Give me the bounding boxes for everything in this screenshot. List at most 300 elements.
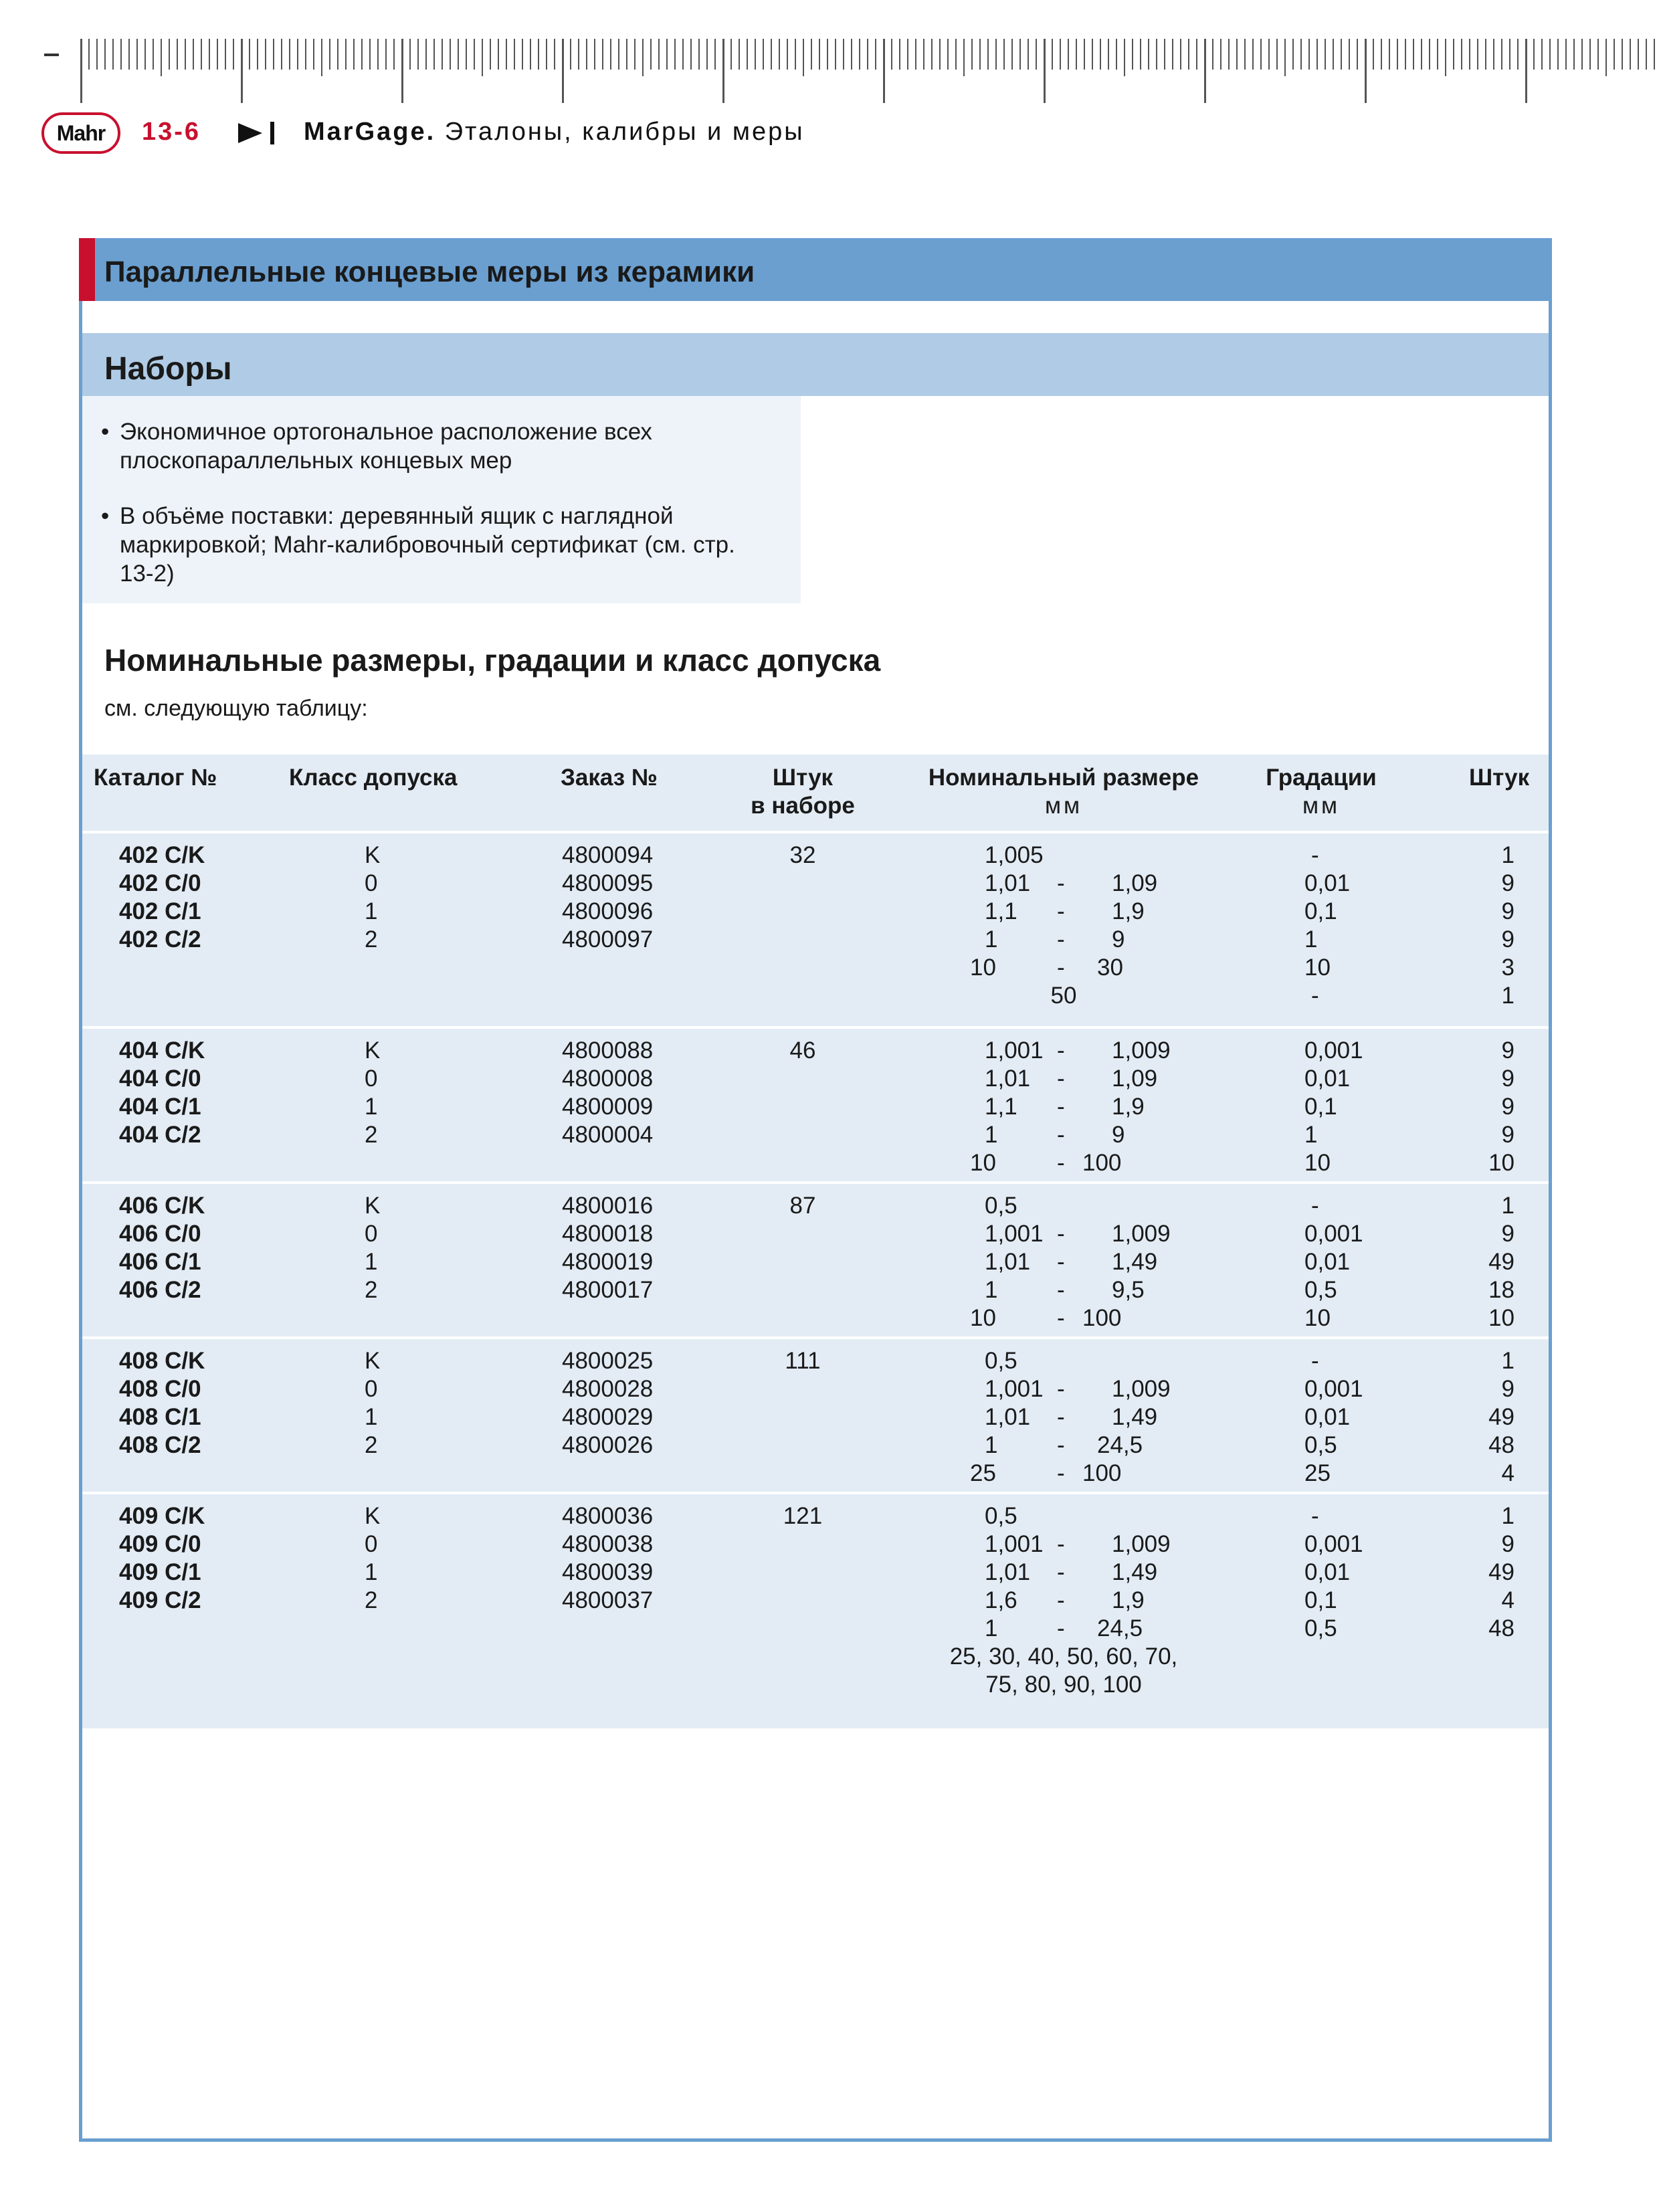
class-cell: 2: [365, 1122, 378, 1148]
ruler-dash: [44, 54, 59, 56]
ruler-tick: [1413, 39, 1414, 70]
ruler-tick: [305, 39, 306, 70]
count-cell: 9: [1501, 870, 1515, 896]
grad-cell: 0,001: [1304, 1376, 1363, 1402]
ruler-tick: [273, 39, 274, 70]
size-dash-cell: -: [1057, 1587, 1065, 1613]
order-cell: 4800009: [562, 1094, 654, 1120]
ruler-tick: [1164, 39, 1165, 70]
ruler-tick: [1549, 39, 1551, 70]
ruler-tick: [1421, 39, 1422, 70]
ruler-tick: [88, 39, 90, 70]
count-cell: 9: [1501, 926, 1515, 952]
ruler-tick: [1188, 39, 1189, 70]
count-cell: 9: [1501, 1037, 1515, 1064]
header-set-count-line1: Штук: [772, 765, 834, 791]
size-from-cell: 1,1: [985, 1094, 1017, 1120]
grad-cell: 0,001: [1304, 1037, 1363, 1064]
count-cell: 3: [1501, 954, 1515, 981]
ruler-tick: [474, 39, 475, 70]
ruler-tick: [104, 39, 106, 70]
ruler-tick: [939, 39, 941, 70]
table-divider: [82, 1492, 1549, 1494]
ruler-tick: [642, 39, 644, 76]
catalog-cell: 406 C/K: [119, 1193, 205, 1219]
ruler-tick: [1019, 39, 1021, 70]
catalog-cell: 406 C/0: [119, 1221, 201, 1247]
ruler-tick: [161, 39, 162, 76]
ruler-tick: [1646, 39, 1647, 70]
grad-cell: -: [1311, 1193, 1319, 1219]
ruler-tick: [899, 39, 900, 70]
ruler-tick: [1003, 39, 1005, 70]
ruler-tick: [514, 39, 515, 70]
class-cell: 1: [365, 1249, 378, 1275]
ruler-tick: [883, 39, 885, 103]
catalog-cell: 402 C/1: [119, 898, 201, 924]
ruler-tick: [144, 39, 146, 70]
ruler-tick: [1373, 39, 1374, 70]
ruler-tick: [1389, 39, 1390, 70]
catalog-cell: 408 C/0: [119, 1376, 201, 1402]
size-to-cell: 1,009: [1112, 1376, 1171, 1402]
count-cell: 9: [1501, 1066, 1515, 1092]
size-dash-cell: -: [1057, 1404, 1065, 1430]
grad-cell: 0,001: [1304, 1221, 1363, 1247]
ruler-tick: [650, 39, 652, 70]
size-dash-cell: -: [1057, 1559, 1065, 1585]
header-set-count: [722, 764, 883, 820]
grad-cell: -: [1311, 842, 1319, 868]
class-cell: 0: [365, 1531, 378, 1557]
grad-cell: 1: [1304, 926, 1318, 952]
size-to-cell: 30: [1097, 954, 1123, 981]
ruler-tick: [361, 39, 363, 70]
ruler-tick: [1316, 39, 1318, 70]
ruler-tick: [506, 39, 507, 70]
header-nominal-unit: мм: [1044, 793, 1083, 819]
size-dash-cell: -: [1057, 1376, 1065, 1402]
count-cell: 10: [1488, 1150, 1515, 1176]
size-from-cell: 25: [970, 1460, 996, 1486]
size-from-cell: 1,001: [985, 1531, 1044, 1557]
ruler-tick: [618, 39, 619, 70]
ruler-tick: [1517, 39, 1519, 70]
size-dash-cell: -: [1057, 954, 1065, 981]
ruler-tick: [169, 39, 170, 70]
title-accent: [79, 238, 95, 301]
ruler-tick: [1397, 39, 1398, 70]
size-dash-cell: -: [1057, 1066, 1065, 1092]
breadcrumb: [304, 118, 805, 146]
ruler-tick: [466, 39, 467, 70]
ruler-tick: [1011, 39, 1013, 70]
grad-cell: 0,5: [1304, 1277, 1337, 1303]
ruler-tick: [1308, 39, 1310, 70]
ruler-tick: [450, 39, 451, 70]
order-cell: 4800037: [562, 1587, 654, 1613]
catalog-cell: 408 C/K: [119, 1348, 205, 1374]
catalog-cell: 409 C/K: [119, 1503, 205, 1529]
count-cell: 9: [1501, 1122, 1515, 1148]
grad-cell: -: [1311, 1348, 1319, 1374]
ruler-tick: [602, 39, 603, 70]
logo-text: Mahr: [56, 120, 106, 145]
grad-cell: -: [1311, 1503, 1319, 1529]
ruler-tick: [1325, 39, 1326, 70]
ruler-tick: [209, 39, 210, 70]
table-divider: [82, 831, 1549, 833]
class-cell: 0: [365, 870, 378, 896]
bullet-line: В объёме поставки: деревянный ящик с наглядной: [120, 503, 674, 529]
ruler-tick: [1469, 39, 1470, 70]
ruler-tick: [353, 39, 355, 70]
count-cell: 1: [1501, 1503, 1515, 1529]
ruler-tick: [538, 39, 539, 70]
ruler-tick: [626, 39, 627, 70]
ruler-tick: [578, 39, 579, 70]
size-to-cell: 1,9: [1112, 1094, 1145, 1120]
ruler-ticks: [79, 35, 1658, 108]
ruler-tick: [1453, 39, 1454, 70]
size-to-cell: 9: [1112, 1122, 1125, 1148]
play-arrow-icon: [238, 123, 262, 143]
ruler-tick: [1605, 39, 1607, 76]
ruler-tick: [963, 39, 965, 76]
set-count-cell: 46: [789, 1037, 816, 1064]
ruler-tick: [570, 39, 571, 70]
count-cell: 9: [1501, 1531, 1515, 1557]
size-dash-cell: -: [1057, 1305, 1065, 1331]
ruler-tick: [1236, 39, 1238, 70]
size-from-cell: 10: [970, 1150, 996, 1176]
ruler-tick: [1638, 39, 1639, 70]
ruler-tick: [739, 39, 740, 70]
catalog-cell: 404 C/1: [119, 1094, 201, 1120]
section-name: Эталоны, калибры и меры: [435, 118, 805, 146]
ruler-tick: [714, 39, 716, 70]
catalog-cell: 406 C/1: [119, 1249, 201, 1275]
size-from-cell: 1,1: [985, 898, 1017, 924]
bullet-list: [82, 396, 801, 603]
ruler-tick: [1140, 39, 1141, 70]
ruler-tick: [947, 39, 949, 70]
ruler-tick: [233, 39, 234, 70]
class-cell: 1: [365, 898, 378, 924]
order-cell: 4800038: [562, 1531, 654, 1557]
ruler-tick: [1533, 39, 1535, 70]
size-to-cell: 1,49: [1112, 1404, 1158, 1430]
ruler-tick: [1429, 39, 1430, 70]
ruler-tick: [554, 39, 555, 70]
catalog-cell: 404 C/K: [119, 1037, 205, 1064]
ruler-tick: [755, 39, 756, 70]
section-subtitle: см. следующую таблицу:: [104, 696, 368, 721]
ruler-tick: [562, 39, 564, 103]
size-from-cell: 1,01: [985, 1249, 1031, 1275]
size-dash-cell: -: [1057, 1249, 1065, 1275]
grad-cell: 0,01: [1304, 1404, 1351, 1430]
ruler-tick: [482, 39, 483, 76]
set-count-cell: 121: [783, 1503, 823, 1529]
ruler-tick: [458, 39, 459, 70]
ruler-tick: [1124, 39, 1125, 76]
grad-cell: 0,5: [1304, 1432, 1337, 1458]
section-title: Номинальные размеры, градации и класс допуска: [104, 643, 881, 678]
ruler-tick: [1068, 39, 1069, 70]
ruler-tick: [843, 39, 844, 70]
ruler-tick: [698, 39, 700, 70]
size-from-cell: 0,5: [985, 1348, 1017, 1374]
header-class: Класс допуска: [289, 765, 458, 791]
grad-cell: 10: [1304, 954, 1331, 981]
ruler-tick: [112, 39, 114, 70]
order-cell: 4800088: [562, 1037, 654, 1064]
class-cell: 2: [365, 1587, 378, 1613]
grad-cell: 0,1: [1304, 898, 1337, 924]
ruler-tick: [377, 39, 379, 70]
ruler-tick: [1292, 39, 1294, 70]
ruler-tick: [1052, 39, 1053, 70]
ruler-tick: [1501, 39, 1502, 70]
count-cell: 4: [1501, 1460, 1515, 1486]
ruler-tick: [771, 39, 772, 70]
grad-cell: 0,1: [1304, 1587, 1337, 1613]
header-nominal-label: Номинальный размере: [928, 765, 1199, 791]
size-to-cell: 1,009: [1112, 1221, 1171, 1247]
page-number: 13-6: [142, 118, 201, 146]
class-cell: 2: [365, 926, 378, 952]
ruler-tick: [851, 39, 852, 70]
grad-cell: 0,01: [1304, 1249, 1351, 1275]
size-to-cell: 1,9: [1112, 898, 1145, 924]
ruler-tick: [1573, 39, 1575, 70]
ruler-tick: [1084, 39, 1085, 70]
ruler-tick: [1276, 39, 1278, 70]
size-from-cell: 1,001: [985, 1221, 1044, 1247]
class-cell: 0: [365, 1221, 378, 1247]
ruler-tick: [96, 39, 98, 70]
ruler-tick: [1333, 39, 1334, 70]
bullet-item-1: [101, 417, 652, 475]
size-from-cell: 0,5: [985, 1193, 1017, 1219]
ruler-tick: [779, 39, 780, 70]
ruler-tick: [1614, 39, 1615, 70]
size-to-cell: 9,5: [1112, 1277, 1145, 1303]
grad-cell: 0,01: [1304, 870, 1351, 896]
size-to-cell: 1,49: [1112, 1249, 1158, 1275]
ruler-tick: [987, 39, 989, 70]
ruler-tick: [658, 39, 660, 70]
class-cell: 0: [365, 1066, 378, 1092]
count-cell: 48: [1488, 1432, 1515, 1458]
ruler-tick: [827, 39, 828, 70]
size-from-cell: 10: [970, 1305, 996, 1331]
ruler-tick: [1196, 39, 1197, 70]
class-cell: K: [365, 1348, 381, 1374]
catalog-cell: 408 C/2: [119, 1432, 201, 1458]
size-to-cell: 24,5: [1097, 1615, 1143, 1641]
ruler-tick: [867, 39, 868, 70]
brand-name: MarGage.: [304, 118, 436, 146]
size-to-cell: 1,009: [1112, 1037, 1171, 1064]
ruler-tick: [610, 39, 611, 70]
ruler-tick: [1076, 39, 1077, 70]
count-cell: 49: [1488, 1249, 1515, 1275]
catalog-cell: 402 C/0: [119, 870, 201, 896]
ruler-tick: [1525, 39, 1527, 103]
table-divider: [82, 1336, 1549, 1339]
count-cell: 49: [1488, 1559, 1515, 1585]
ruler-tick: [1565, 39, 1567, 70]
ruler-tick: [803, 39, 804, 76]
catalog-cell: 409 C/1: [119, 1559, 201, 1585]
catalog-cell: 406 C/2: [119, 1277, 201, 1303]
bullet-line: 13-2): [120, 561, 175, 587]
ruler-tick: [955, 39, 957, 70]
count-cell: 1: [1501, 842, 1515, 868]
order-cell: 4800029: [562, 1404, 654, 1430]
catalog-cell: 402 C/K: [119, 842, 205, 868]
ruler-tick: [1630, 39, 1631, 70]
size-extra-cell: 75, 80, 90, 100: [985, 1672, 1142, 1698]
ruler-tick: [787, 39, 788, 70]
size-dash-cell: -: [1057, 1277, 1065, 1303]
ruler-tick: [136, 39, 138, 70]
ruler-tick: [1028, 39, 1029, 70]
ruler-tick: [1405, 39, 1406, 70]
order-cell: 4800017: [562, 1277, 654, 1303]
ruler-tick: [1357, 39, 1358, 70]
size-dash-cell: -: [1057, 1150, 1065, 1176]
ruler-tick: [120, 39, 122, 70]
ruler-tick: [1060, 39, 1061, 70]
ruler-tick: [1461, 39, 1462, 70]
ruler-tick: [1244, 39, 1246, 70]
ruler-tick: [979, 39, 981, 70]
ruler-tick: [1044, 39, 1046, 103]
class-cell: K: [365, 1037, 381, 1064]
ruler-tick: [722, 39, 724, 103]
ruler-tick: [923, 39, 924, 70]
order-cell: 4800016: [562, 1193, 654, 1219]
ruler-tick: [425, 39, 427, 70]
catalog-cell: 408 C/1: [119, 1404, 201, 1430]
ruler-tick: [586, 39, 587, 70]
grad-cell: 10: [1304, 1150, 1331, 1176]
size-to-cell: 24,5: [1097, 1432, 1143, 1458]
ruler-tick: [217, 39, 218, 70]
ruler-tick: [385, 39, 387, 70]
header-pieces: Штук: [1469, 765, 1530, 791]
ruler-tick: [1284, 39, 1286, 76]
count-cell: 9: [1501, 1376, 1515, 1402]
ruler-tick: [442, 39, 443, 70]
ruler-tick: [1477, 39, 1478, 70]
set-count-cell: 87: [789, 1193, 816, 1219]
size-from-cell: 1,01: [985, 1066, 1031, 1092]
header-grad-unit: мм: [1302, 793, 1341, 819]
ruler-tick: [1148, 39, 1149, 70]
count-cell: 1: [1501, 983, 1515, 1009]
catalog-cell: 402 C/2: [119, 926, 201, 952]
ruler-tick: [666, 39, 668, 70]
ruler-tick: [931, 39, 933, 70]
ruler-tick: [1445, 39, 1446, 76]
count-cell: 48: [1488, 1615, 1515, 1641]
ruler-tick: [835, 39, 836, 70]
catalog-cell: 404 C/2: [119, 1122, 201, 1148]
class-cell: 2: [365, 1277, 378, 1303]
ruler-tick: [530, 39, 531, 70]
ruler-tick: [417, 39, 419, 70]
ruler-tick: [1268, 39, 1270, 70]
ruler-tick: [1581, 39, 1583, 70]
size-to-cell: 1,09: [1112, 1066, 1158, 1092]
bullet-item-2: [101, 502, 735, 588]
ruler-tick: [1437, 39, 1438, 70]
size-to-cell: 1,09: [1112, 870, 1158, 896]
ruler-tick: [345, 39, 347, 70]
ruler-tick: [80, 39, 82, 103]
size-to-cell: 100: [1082, 1460, 1122, 1486]
ruler-tick: [1036, 39, 1037, 70]
ruler-tick: [915, 39, 916, 70]
ruler-tick: [763, 39, 764, 70]
ruler-tick: [907, 39, 908, 70]
ruler-tick: [674, 39, 676, 70]
grad-cell: 10: [1304, 1305, 1331, 1331]
size-from-cell: 1,01: [985, 870, 1031, 896]
order-cell: 4800018: [562, 1221, 654, 1247]
order-cell: 4800004: [562, 1122, 654, 1148]
size-dash-cell: -: [1057, 1460, 1065, 1486]
page-title: Параллельные концевые меры из керамики: [104, 256, 755, 288]
size-from-cell: 1,01: [985, 1559, 1031, 1585]
size-dash-cell: -: [1057, 1037, 1065, 1064]
ruler-tick: [249, 39, 250, 70]
ruler-tick: [730, 39, 732, 70]
class-cell: 1: [365, 1559, 378, 1585]
size-from-cell: 1: [985, 926, 998, 952]
mahr-logo: [41, 112, 120, 154]
ruler-tick: [241, 39, 243, 103]
ruler-tick: [747, 39, 748, 70]
order-cell: 4800039: [562, 1559, 654, 1585]
header-set-count-line2: в наборе: [751, 793, 855, 819]
size-from-cell: 1,01: [985, 1404, 1031, 1430]
ruler-tick: [1341, 39, 1342, 70]
ruler-tick: [1204, 39, 1206, 103]
size-from-cell: 0,5: [985, 1503, 1017, 1529]
ruler-tick: [706, 39, 708, 70]
order-cell: 4800026: [562, 1432, 654, 1458]
size-dash-cell: -: [1057, 926, 1065, 952]
ruler-tick: [891, 39, 892, 70]
size-dash-cell: -: [1057, 1432, 1065, 1458]
grad-cell: -: [1311, 983, 1319, 1009]
ruler-tick: [433, 39, 435, 70]
ruler-tick: [498, 39, 499, 70]
size-dash-cell: -: [1057, 1615, 1065, 1641]
ruler-tick: [1365, 39, 1367, 103]
ruler-tick: [1622, 39, 1623, 70]
size-dash-cell: -: [1057, 1094, 1065, 1120]
ruler-tick: [1557, 39, 1559, 70]
class-cell: K: [365, 1193, 381, 1219]
header-grad-label: Градации: [1266, 765, 1377, 791]
ruler-tick: [201, 39, 202, 70]
